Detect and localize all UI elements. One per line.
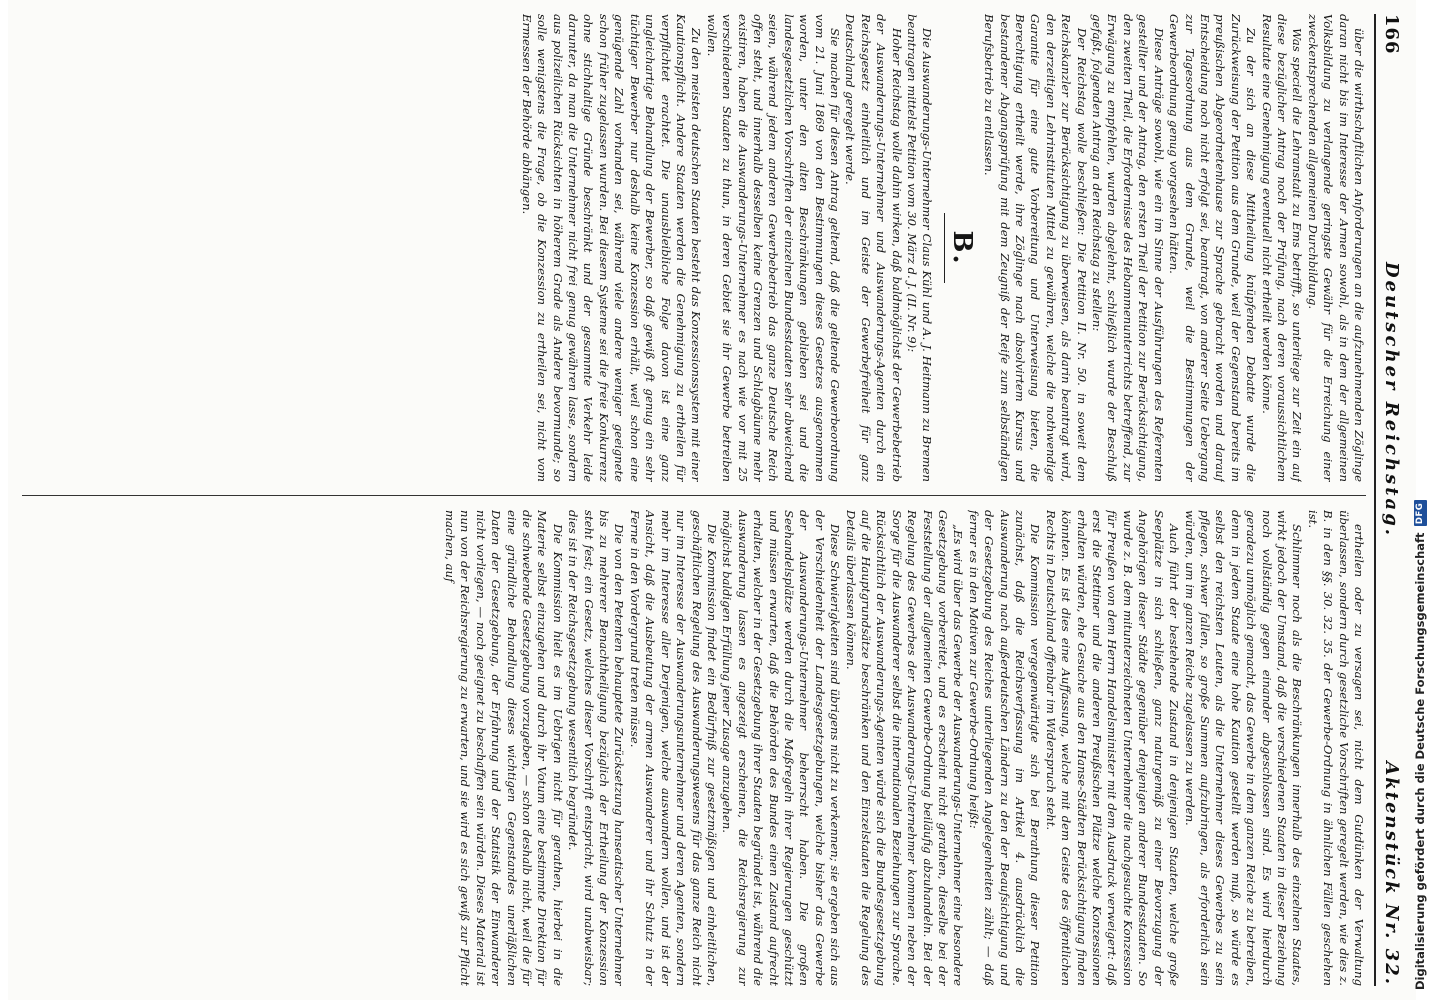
issue-number: Aktenstück Nr. 32. xyxy=(1381,761,1403,986)
scanned-page xyxy=(8,0,1416,1000)
page-title: Deutscher Reichstag. xyxy=(1381,261,1403,539)
digitization-credit xyxy=(1408,0,1432,1000)
column-divider xyxy=(22,495,1366,496)
credit-text: Digitalisierung gefördert durch die Deutsche Forschungsgemeinschaft xyxy=(1413,532,1427,990)
right-column xyxy=(22,510,1366,986)
header-rule xyxy=(1374,14,1376,986)
running-head xyxy=(1380,14,1404,986)
page-number: 166 xyxy=(1381,14,1403,55)
paragraph: ertheilen oder zu versagen sei, nicht dem Gutdünken der Verwaltung überlassen, sondern durch gesetzliche Vorschriften geregelt werden, wie dies z. B. in den §§. 30. 32. 35. der Gewerbe-Ordnung in ähnlichen Fällen geschehen ist. xyxy=(1305,510,1366,986)
paragraph: Zu der sich an diese Mittheilung knüpfenden Debatte wurde die Zurückweisung der Petition aus dem Grunde, weil der Gegenstand bereits im preußischen Abgeordnetenhause zur Sprache gebracht worden und darauf Entscheidung noch nicht erfolgt sei, beantragt, von anderer Seite Uebergang zur Tagesordnung aus dem Grunde, weil die Bestimmungen der Gewerbeordnung genug vorgesehen hätten. xyxy=(1167,14,1259,482)
paragraph: Die Kommission findet ein Bedürfniß zur gesetzmäßigen und einheitlichen, geschäftlichen Regelung des Auswanderungswesens für das ganze Reich nicht nur im Interesse der Auswanderungsunternehmer und deren Agenten, sondern mehr im Interesse aller Derjenigen, welche auswandern wollen, und ist der Ansicht, daß die Ausbeutung der armen Auswanderer und ihr Schutz in der Ferne in den Vordergrund treten müsse. xyxy=(627,510,719,986)
paragraph: Diese Anträge sowohl, wie ein im Sinne der Ausführungen des Referenten gestellter und der Antrag, den ersten Theil der Petition zur Berücksichtigung, den zweiten Theil, die Erfordernisse des Hebammenunterrichts betreffend, zur Erwägung zu empfehlen, wurden abgelehnt, schließlich wurde der Beschluß gefaßt, folgenden Antrag an den Reichstag zu stellen: xyxy=(1090,14,1166,482)
paragraph: Der Reichstag wolle beschließen: Die Petition II. Nr. 50. in soweit dem Reichskanzler zur Berücksichtigung zu überweisen, als darin beantragt wird, den derzeitigen Lehrinstituten Mittel zu gewähren, welche die nothwendige Garantie für eine gute Vorbereitung und Unterweisung bieten, die Berechtigung ertheilt werde, ihre Zöglinge nach absolvirtem Kursus und bestandener Abgangsprüfung mit dem Zeugniß der Reife zum selbständigen Berufsbetrieb zu entlassen. xyxy=(982,14,1089,482)
left-column xyxy=(22,14,1366,482)
paragraph: Was speciell die Lehranstalt zu Ems betrifft, so unterliege zur Zeit ein auf diese bezüglicher Antrag noch der Prüfung, nach deren voraussichtlichem Resultate eine Genehmigung eventuell nicht ertheilt werden könne. xyxy=(1259,14,1305,482)
paragraph: Die Kommission vergegenwärtigte sich bei Berathung dieser Petition zunächst, daß die Reichsverfassung im Artikel 4. ausdrücklich die Auswanderung nach außerdeutschen Ländern zu den der Beaufsichtigung und der Gesetzgebung des Reiches unterliegenden Angelegenheiten zählt; — daß ferner es in den Motiven zur Gewerbe-Ordnung heißt: xyxy=(966,510,1043,986)
paragraph: Die Kommission hielt es im Uebrigen nicht für gerathen, hierbei in die Materie selbst einzugehen und durch ihr Votum eine bestimmte Direktion für die schwebende Gesetzgebung vorzugeben, — schon deshalb nicht, weil die für eine gründliche Behandlung dieses wichtigen Gegenstandes unerläßlichen Daten der Gesetzgebung, der Erfahrung und der Statistik der Einwanderer nicht vorliegen, — noch geeignet zu beschaffen sein würden. Dieses Material ist nun von der Reichsregierung zu erwarten, und sie wird es sich gewiß zur Pflicht machen, auf xyxy=(443,510,565,986)
section-heading: B. xyxy=(946,230,977,266)
paragraph: Sie machen für diesen Antrag geltend, daß die geltende Gewerbeordnung vom 21. Juni 1869 von den Bestimmungen dieses Gesetzes ausgenommen worden, unter den alten Beschränkungen geblieben sei und die landesgesetzlichen Vorschriften der einzelnen Bundesstaaten sehr abweichend seien, während jedem anderen Gewerbebetrieb das ganze Deutsche Reich offen steht, und innerhalb desselben keine Grenzen und Schlagbäume mehr existiren, haben die Auswanderungs-Unternehmer es nach wie vor mit 25 verschiedenen Staaten zu thun, in deren Gebiet sie ihr Gewerbe betreiben wollen. xyxy=(704,14,842,482)
paragraph: Auch führt der bestehende Zustand in denjenigen Staaten, welche große Seeplätze in sich schließen, ganz naturgemäß zu einer Bevorzugung der Angehörigen dieser Städte gegenüber denjenigen anderer Bundesstaaten. So wurde z. B. dem mitunterzeichneten Unternehmer die nachgesuchte Konzession für Preußen von dem Herrn Handelsminister mit dem Ausdruck verweigert: daß erst die Stettiner und die anderen Preußischen Plätze welche Konzessionen erhalten würden, ehe Gesuche aus den Hanse-Städten Berücksichtigung finden könnten. Es ist dies eine Auffassung, welche mit dem Geiste des öffentlichen Rechts in Deutschland offenbar im Widerspruch steht. xyxy=(1043,510,1182,986)
paragraph: „Es wird über das Gewerbe der Auswanderungs-Unternehmer eine besondere Gesetzgebung vorbereitet, und es erscheint nicht gerathen, dieselbe bei der Feststellung der allgemeinen Gewerbe-Ordnung beiläufig abzuhandeln. Bei der Regelung des Gewerbes der Auswanderungs-Unternehmer kommen neben der Sorge für die Auswanderer selbst die internationalen Beziehungen zur Sprache. Rücksichtlich der Auswanderungs-Agenten würde sich die Bundesgesetzgebung auf die Hauptgrundsätze beschränken und den Einzelstaaten die Regelung des Details überlassen können. xyxy=(843,510,966,986)
paragraph: über die wirthschaftlichen Anforderungen an die aufzunehmenden Zöglinge daran nicht bis im Interesse der Armen sowohl, als in dem der allgemeinen Volksbildung zu verlangende geringste Gewähr für die Erreichung einer zweckentsprechenden allgemeinen Durchbildung. xyxy=(1305,14,1366,482)
paragraph: Schlimmer noch als die Beschränkungen innerhalb des einzelnen Staates, wirkt jedoch der Umstand, daß die verschiedenen Staaten in dieser Beziehung noch vollständig gegen einander abgeschlossen sind. Es wird hierdurch geradezu unmöglich gemacht, das Gewerbe in dem ganzen Reiche zu betreiben, denn in jedem Staate eine hohe Kaution gestellt werden muß, so würde es selbst den reichsten Leuten, als die Unternehmer dieses Gewerbes zu sein pflegen, schwer fallen, so große Summen aufzubringen, als erforderlich sein würden, um im ganzen Reiche zugelassen zu werden. xyxy=(1182,510,1305,986)
paragraph: Die Auswanderungs-Unternehmer Claus Kühl und A. J. Heitmann zu Bremen beantragen mittelst Petition vom 30. März d. J. (II. Nr. 9): xyxy=(905,14,935,482)
paragraph: Diese Schwierigkeiten sind übrigens nicht zu verkennen; sie ergeben sich aus der Verschiedenheit der Landesgesetzgebungen, welche bisher das Gewerbe der Auswanderungs-Unternehmer beherrscht haben. Die großen Seehandelsplätze werden durch die Maßregeln ihrer Regierungen geschützt und müssen erwarten, daß die Behörden des Bundes einen Zustand aufrecht erhalten, welcher in der Gesetzgebung ihrer Staaten begründet ist, während die Auswanderung lassen es angezeigt erscheinen, die Reichsregierung zur möglichst baldigen Erfüllung jener Zusage anzugehen. xyxy=(720,510,843,986)
paragraph: Hoher Reichstag wolle dahin wirken, daß baldmöglichst der Gewerbebetrieb der Auswanderungs-Unternehmer und Auswanderungs-Agenten durch ein Reichsgesetz einheitlich und im Geiste der Gewerbefreiheit für ganz Deutschland geregelt werde. xyxy=(843,14,904,482)
section-rule xyxy=(944,213,945,283)
dfg-logo: DFG xyxy=(1414,500,1427,526)
paragraph: Zu den meisten deutschen Staaten besteht das Konzessionssystem mit einer Kautionspflicht. Andere Staaten werden die Genehmigung zu ertheilen für verpflichtet erachtet. Die unausbleibliche Folge davon ist eine ganz ungleichartige Behandlung der Bewerber, so daß gewiß oft genug ein sehr tüchtiger Bewerber nur deshalb keine Konzession erhält, weil schon eine genügende Zahl vorhanden sei, während viele andere weniger geeignete schon früher zugelassen wurden. Bei diesem Systeme sei die freie Konkurrenz ohne stichhaltige Gründe beschränkt und der gesammte Verkehr leide darunter, da man die Unternehmer nicht frei genug gewähren lasse, sondern aus polizeilichen Rücksichten in höherem Grade als Andere bevormunde; so solle wenigstens die Frage, ob die Konzession zu ertheilen sei, nicht vom Ermessen der Behörde abhängen. xyxy=(519,14,704,482)
paragraph: Die von den Petenten behauptete Zurücksetzung hanseatischer Unternehmer bis zu mehrerer Benachtheiligung bezüglich der Ertheilung der Konzession steht fest; ein Gesetz, welches dieser Vorschrift entspricht, wird unabweisbar; dies ist in der Reichsgesetzgebung wesentlich begründet. xyxy=(566,510,627,986)
